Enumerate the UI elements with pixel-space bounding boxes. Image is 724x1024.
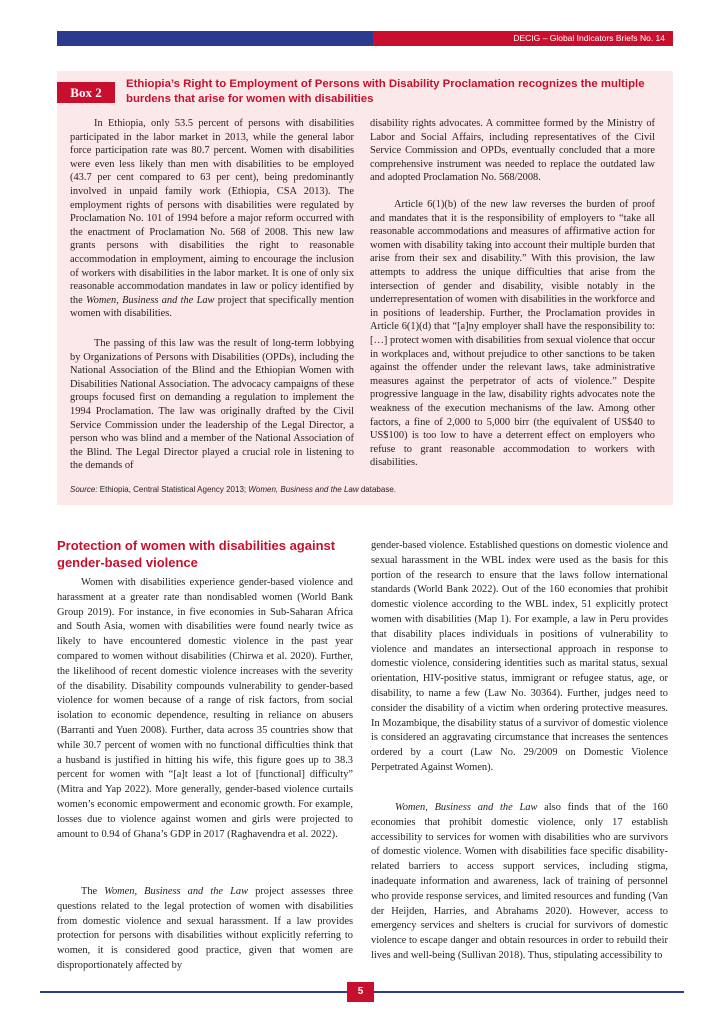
- section-title: Protection of women with disabilities against gender-based violence: [57, 538, 336, 570]
- header-band-blue: [57, 31, 373, 46]
- header-band: [57, 31, 673, 46]
- box-title: Ethiopia’s Right to Employment of Persons with Disability Proclamation recognizes the multiple burdens that arise for women with disabilities: [126, 78, 645, 105]
- page-number: 5: [347, 982, 374, 1002]
- box-label: Box 2: [57, 82, 115, 103]
- section-right-paragraph-1: gender-based violence. Established questions on domestic violence and sexual harassment in the WBL index were used as the basis for this portion of the research to ensure that the laws follow international standards (World Bank 2022). Out of the 160 economies that prohibit domestic violence according to the WBL index, 51 explicitly protect women with disabilities (Map 1). For example, a law in Peru provides that disability places individuals in positions of vulnerability to violence and mandates an intersectional approach in response to domestic violence, considering identities such as marital status, sexual orientation, HIV-positive status, immigrant or refugee status, age, or disability, to name a few (Law No. 30364). Further, judges need to consider the disability of a victim when ordering protective measures. In Mozambique, the disability status of a survivor of domestic violence is considered an aggravating circumstance that increases the sentences ordered by a court (Law No. 29/2009 on Domestic Violence Perpetrated Against Women).: [371, 540, 668, 773]
- box-source: Source: Ethiopia, Central Statistical Agency 2013; Women, Business and the Law database.: [70, 485, 396, 494]
- running-title: DECIG – Global Indicators Briefs No. 14: [513, 33, 665, 43]
- box-left-paragraph-1: In Ethiopia, only 53.5 percent of persons with disabilities participated in the labor market in 2013, while the general labor force participation rate was 80.7 percent. Women with disabilities were even less likely than men with disabilities to be employed (43.7 per cent compared to 63 per cent), being predominantly involved in unpaid family work (Ethiopia, CSA 2013). The employment rights of persons with disabilities were regulated by Proclamation No. 101 of 1994 before a major reform occurred with the enactment of Proclamation No. 568 of 2008. This new law grants persons with disabilities the right to reasonable accommodation in employment, aiming to encourage the inclusion of workers with disabilities in the labor market. It is one of only six reasonable accommodation mandates in law or policy identified by the Women, Business and the Law project that specifically mention women with disabilities.: [70, 118, 354, 320]
- box-right-paragraph-2: Article 6(1)(b) of the new law reverses the burden of proof and mandates that it is the responsibility of employers to “take all reasonable accommodations and measures of affirmative action for women with disability taking into account their multiple burden that arise from their sex and disability.” With this provision, the law attempts to address the unique difficulties that arise from the intersection of gender and disability, visible notably in the underrepresentation of women with disabilities in the workforce and in positions of leadership. Further, the Proclamation provides in Article 6(1)(d) that “[a]ny employer shall have the responsibility to: […] protect women with disabilities from sexual violence that occur in workplaces and, without prejudice to other sanctions to be taken against the offender under the relevant laws, take administrative measures against the perpetrator of acts of violence.” Despite progressive language in the law, disability rights advocates note the weakness of the execution mechanisms of the law. Among other factors, a fine of 2,000 to 5,000 birr (the equivalent of US$40 to US$100) is too low to have a deterrent effect on employers who refuse to grant reasonable accommodation to workers with disabilities.: [370, 199, 655, 469]
- section-left-paragraph-1: Women with disabilities experience gender-based violence and harassment at a greater rate than nondisabled women (World Bank Group 2019). For instance, in five economies in Sub-Saharan Africa and South Asia, women with disabilities were found nearly twice as likely to have encountered domestic violence in the past year compared to women without disabilities (Chirwa et al. 2020). Further, the likelihood of recent domestic violence increases with the severity of the disability. Disability compounds vulnerability to gender-based violence for women because of a range of risk factors, from social isolation to economic dependence, resulting in reliance on abusers (Barranti and Yuen 2008). Further, data across 35 countries show that while 30.7 percent of women with no functional difficulties think that a husband is justified in hitting his wife, this figure goes up to 38.3 percent for women with “[a]t least a lot of [functional] difficulty” (Mitra and Yap 2022). More generally, gender-based violence curtails women’s economic empowerment and economic growth. For example, losses due to violence against women and girls were projected to amount to 0.94 of Ghana’s GDP in 2017 (Raghavendra et al. 2022).: [57, 577, 353, 840]
- section-left-paragraph-2: The Women, Business and the Law project assesses three questions related to the legal protection of women with disabilities from domestic violence and sexual harassment. If a law provides protection for persons with disabilities without explicitly referring to women, it is considered good practice, given that women are disproportionately affected by: [57, 886, 353, 971]
- section-right-paragraph-2: Women, Business and the Law also finds that of the 160 economies that prohibit domestic violence, only 17 establish accessibility to services for women with disabilities who are survivors of domestic violence. Women with disabilities face specific disability-related barriers to access support services, including stigma, inadequate information and awareness, lack of training of personnel who provide response services, and limited resources and funding (Van der Heijden, Harries, and Abrahams 2020). However, access to emergency services and shelters is crucial for survivors of domestic violence to escape danger and obtain resources in order to rebuild their lives and well-being (Sullivan 2018). Thus, stipulating accessibility to: [371, 802, 669, 961]
- box-left-paragraph-2: The passing of this law was the result of long-term lobbying by Organizations of Persons with Disabilities (OPDs), including the National Association of the Blind and the Ethiopian Women with Disabilities National Association. The advocacy campaigns of these groups focused first on demanding a regulation to implement the 1994 Proclamation. The law was originally drafted by the Civil Service Commission under the leadership of the Legal Director, a person who was blind and a member of the National Association of the Blind. The Legal Director played a crucial role in listening to the demands of: [70, 338, 354, 472]
- box-right-paragraph-1: disability rights advocates. A committee formed by the Ministry of Labor and Social Affairs, including representatives of the Civil Service Commission and OPDs, eventually concluded that a more comprehensive instrument was needed to replace the outdated law and adopted Proclamation No. 568/2008.: [370, 118, 655, 184]
